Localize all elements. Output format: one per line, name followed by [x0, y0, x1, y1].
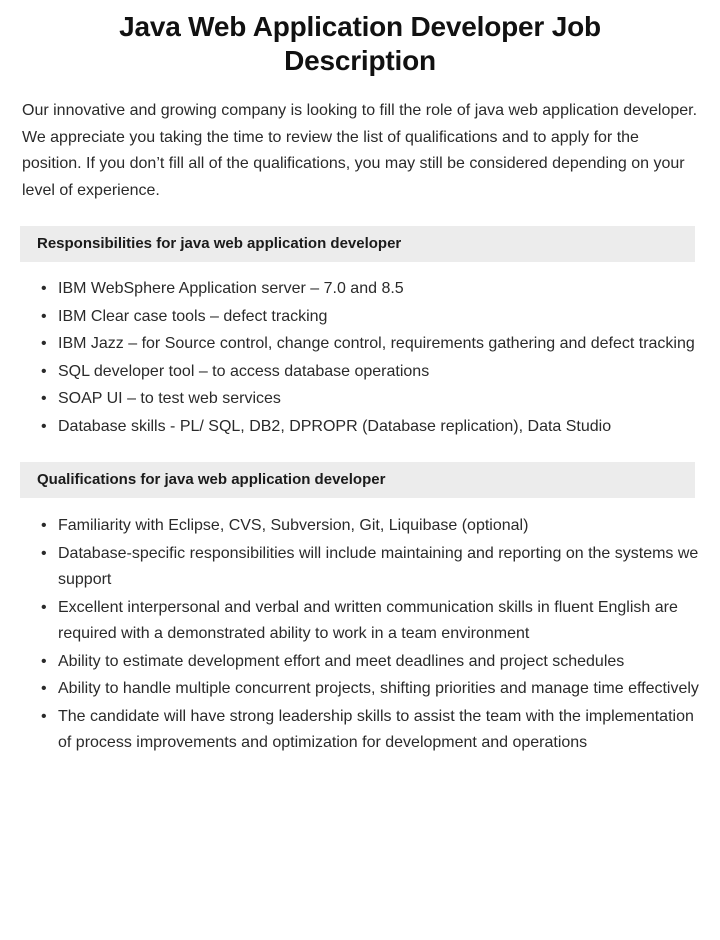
section-header-responsibilities: Responsibilities for java web application developer [20, 226, 695, 262]
list-item: • SOAP UI – to test web services [20, 386, 700, 413]
qualifications-list [20, 513, 700, 757]
responsibilities-list [20, 276, 700, 440]
list-item: • The candidate will have strong leadership skills to assist the team with the implementation of process improvements and optimization for development and operations [20, 704, 700, 757]
job-description-document [0, 10, 720, 757]
section-qualifications [0, 462, 720, 757]
list-item: • Excellent interpersonal and verbal and written communication skills in fluent English are required with a demonstrated ability to work in a team environment [20, 595, 700, 648]
section-responsibilities [0, 226, 720, 440]
list-item: • Ability to estimate development effort and meet deadlines and project schedules [20, 649, 700, 676]
list-item: • Database-specific responsibilities will include maintaining and reporting on the systems we support [20, 541, 700, 594]
intro-paragraph: Our innovative and growing company is looking to fill the role of java web application developer. We appreciate you taking the time to review the list of qualifications and to apply for the position. If you don’t fill all of the qualifications, you may still be considered depending on your level of experience. [22, 102, 698, 199]
page-title: Java Web Application Developer Job Description [119, 11, 601, 76]
list-item: • Ability to handle multiple concurrent projects, shifting priorities and manage time effectively [20, 676, 700, 703]
list-item: • Familiarity with Eclipse, CVS, Subversion, Git, Liquibase (optional) [20, 513, 700, 540]
list-item: • IBM Jazz – for Source control, change control, requirements gathering and defect tracking [20, 331, 700, 358]
list-item: • SQL developer tool – to access database operations [20, 359, 700, 386]
list-item: • IBM Clear case tools – defect tracking [20, 304, 700, 331]
section-header-qualifications: Qualifications for java web application developer [20, 462, 695, 498]
list-item: • IBM WebSphere Application server – 7.0 and 8.5 [20, 276, 700, 303]
list-item: • Database skills - PL/ SQL, DB2, DPROPR (Database replication), Data Studio [20, 414, 700, 441]
